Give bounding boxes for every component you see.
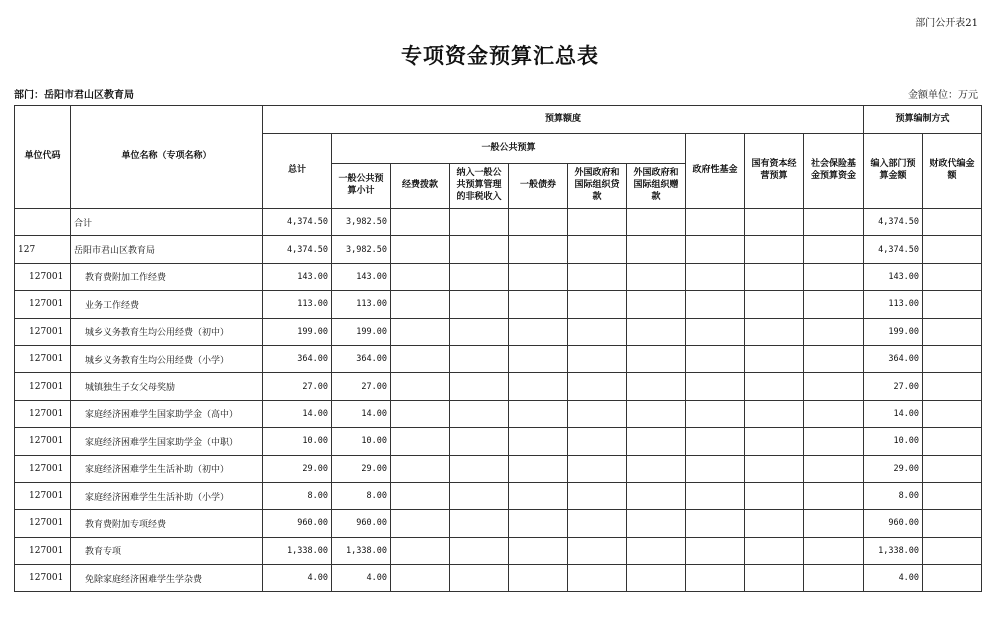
- cell-foreign-loan: [568, 428, 627, 455]
- cell-fiscal-amount: [923, 318, 982, 345]
- cell-name: 教育费附加工作经费: [71, 263, 263, 290]
- cell-name: 教育费附加专项经费: [71, 510, 263, 537]
- cell-name: 家庭经济困难学生国家助学金（高中）: [71, 400, 263, 427]
- cell-gov-fund: [686, 482, 745, 509]
- cell-total: 4,374.50: [263, 209, 332, 236]
- header-foreign-loan: 外国政府和国际组织贷款: [568, 164, 627, 209]
- cell-total: 4.00: [263, 565, 332, 592]
- cell-nontax: [450, 236, 509, 263]
- cell-funding: [391, 455, 450, 482]
- cell-funding: [391, 345, 450, 372]
- cell-total: 960.00: [263, 510, 332, 537]
- cell-dept-amount: 113.00: [864, 291, 923, 318]
- cell-total: 8.00: [263, 482, 332, 509]
- cell-general-subtotal: 8.00: [332, 482, 391, 509]
- cell-foreign-grant: [627, 400, 686, 427]
- cell-gov-fund: [686, 209, 745, 236]
- cell-foreign-grant: [627, 263, 686, 290]
- cell-foreign-grant: [627, 209, 686, 236]
- cell-general-subtotal: 14.00: [332, 400, 391, 427]
- table-row: [15, 345, 982, 372]
- cell-total: 27.00: [263, 373, 332, 400]
- cell-code: 127001: [15, 373, 71, 400]
- cell-nontax: [450, 291, 509, 318]
- cell-general-subtotal: 27.00: [332, 373, 391, 400]
- cell-name: 城乡义务教育生均公用经费（小学）: [71, 345, 263, 372]
- table-row: [15, 455, 982, 482]
- cell-funding: [391, 373, 450, 400]
- page-title: 专项资金预算汇总表: [401, 43, 599, 68]
- cell-funding: [391, 400, 450, 427]
- cell-name: 教育专项: [71, 537, 263, 564]
- cell-dept-amount: 27.00: [864, 373, 923, 400]
- budget-table: [14, 105, 982, 592]
- cell-foreign-grant: [627, 455, 686, 482]
- cell-foreign-grant: [627, 236, 686, 263]
- cell-state-capital: [745, 345, 804, 372]
- cell-code: 127001: [15, 510, 71, 537]
- cell-dept-amount: 199.00: [864, 318, 923, 345]
- cell-funding: [391, 428, 450, 455]
- cell-dept-amount: 14.00: [864, 400, 923, 427]
- cell-state-capital: [745, 373, 804, 400]
- cell-code: 127001: [15, 263, 71, 290]
- cell-dept-amount: 4,374.50: [864, 236, 923, 263]
- cell-bonds: [509, 455, 568, 482]
- cell-fiscal-amount: [923, 400, 982, 427]
- header-general-subtotal: 一般公共预算小计: [332, 164, 391, 209]
- cell-bonds: [509, 209, 568, 236]
- cell-foreign-grant: [627, 428, 686, 455]
- cell-bonds: [509, 400, 568, 427]
- cell-social-insurance: [804, 482, 864, 509]
- cell-dept-amount: 1,338.00: [864, 537, 923, 564]
- cell-nontax: [450, 373, 509, 400]
- cell-general-subtotal: 1,338.00: [332, 537, 391, 564]
- cell-social-insurance: [804, 400, 864, 427]
- cell-code: 127: [15, 236, 71, 263]
- cell-general-subtotal: 143.00: [332, 263, 391, 290]
- cell-gov-fund: [686, 236, 745, 263]
- cell-foreign-loan: [568, 400, 627, 427]
- cell-fiscal-amount: [923, 291, 982, 318]
- cell-state-capital: [745, 263, 804, 290]
- cell-code: 127001: [15, 428, 71, 455]
- cell-social-insurance: [804, 263, 864, 290]
- cell-fiscal-amount: [923, 345, 982, 372]
- cell-code: [15, 209, 71, 236]
- cell-bonds: [509, 263, 568, 290]
- cell-social-insurance: [804, 373, 864, 400]
- cell-dept-amount: 960.00: [864, 510, 923, 537]
- cell-total: 29.00: [263, 455, 332, 482]
- cell-bonds: [509, 345, 568, 372]
- header-gov-fund: 政府性基金: [686, 134, 745, 209]
- table-row: [15, 263, 982, 290]
- cell-code: 127001: [15, 565, 71, 592]
- cell-code: 127001: [15, 455, 71, 482]
- cell-funding: [391, 537, 450, 564]
- cell-name: 家庭经济困难学生国家助学金（中职）: [71, 428, 263, 455]
- cell-state-capital: [745, 209, 804, 236]
- cell-nontax: [450, 428, 509, 455]
- cell-nontax: [450, 345, 509, 372]
- cell-foreign-grant: [627, 373, 686, 400]
- cell-total: 143.00: [263, 263, 332, 290]
- cell-gov-fund: [686, 345, 745, 372]
- cell-code: 127001: [15, 400, 71, 427]
- cell-total: 1,338.00: [263, 537, 332, 564]
- cell-general-subtotal: 364.00: [332, 345, 391, 372]
- cell-foreign-loan: [568, 373, 627, 400]
- cell-fiscal-amount: [923, 510, 982, 537]
- cell-code: 127001: [15, 318, 71, 345]
- cell-foreign-loan: [568, 345, 627, 372]
- cell-bonds: [509, 236, 568, 263]
- cell-general-subtotal: 29.00: [332, 455, 391, 482]
- table-row: [15, 291, 982, 318]
- cell-funding: [391, 510, 450, 537]
- cell-state-capital: [745, 565, 804, 592]
- cell-foreign-grant: [627, 537, 686, 564]
- cell-dept-amount: 10.00: [864, 428, 923, 455]
- cell-total: 14.00: [263, 400, 332, 427]
- cell-total: 4,374.50: [263, 236, 332, 263]
- cell-state-capital: [745, 482, 804, 509]
- cell-state-capital: [745, 291, 804, 318]
- cell-social-insurance: [804, 510, 864, 537]
- cell-foreign-grant: [627, 510, 686, 537]
- cell-dept-amount: 8.00: [864, 482, 923, 509]
- cell-bonds: [509, 482, 568, 509]
- cell-foreign-loan: [568, 236, 627, 263]
- cell-social-insurance: [804, 537, 864, 564]
- cell-funding: [391, 482, 450, 509]
- cell-funding: [391, 291, 450, 318]
- header-method: 预算编制方式: [864, 106, 982, 134]
- cell-bonds: [509, 428, 568, 455]
- cell-fiscal-amount: [923, 263, 982, 290]
- cell-total: 199.00: [263, 318, 332, 345]
- cell-foreign-grant: [627, 565, 686, 592]
- header-name: 单位名称（专项名称）: [71, 106, 263, 209]
- cell-gov-fund: [686, 537, 745, 564]
- cell-state-capital: [745, 318, 804, 345]
- cell-gov-fund: [686, 291, 745, 318]
- cell-foreign-loan: [568, 291, 627, 318]
- cell-general-subtotal: 3,982.50: [332, 209, 391, 236]
- header-bonds: 一般债券: [509, 164, 568, 209]
- cell-social-insurance: [804, 318, 864, 345]
- header-dept-amount: 编入部门预算金额: [864, 134, 923, 209]
- cell-fiscal-amount: [923, 455, 982, 482]
- cell-fiscal-amount: [923, 236, 982, 263]
- cell-foreign-loan: [568, 318, 627, 345]
- table-row: [15, 373, 982, 400]
- cell-dept-amount: 4,374.50: [864, 209, 923, 236]
- header-funding: 经费拨款: [391, 164, 450, 209]
- cell-name: 家庭经济困难学生生活补助（小学）: [71, 482, 263, 509]
- cell-fiscal-amount: [923, 565, 982, 592]
- cell-state-capital: [745, 510, 804, 537]
- cell-bonds: [509, 565, 568, 592]
- cell-total: 364.00: [263, 345, 332, 372]
- cell-gov-fund: [686, 263, 745, 290]
- cell-gov-fund: [686, 428, 745, 455]
- table-row: [15, 428, 982, 455]
- cell-nontax: [450, 400, 509, 427]
- table-number-label: 部门公开表21: [915, 18, 978, 29]
- cell-foreign-loan: [568, 209, 627, 236]
- cell-funding: [391, 236, 450, 263]
- table-row: [15, 537, 982, 564]
- header-nontax: 纳入一般公共预算管理的非税收入: [450, 164, 509, 209]
- cell-funding: [391, 318, 450, 345]
- table-row: [15, 482, 982, 509]
- cell-general-subtotal: 3,982.50: [332, 236, 391, 263]
- header-fiscal-amount: 财政代编金额: [923, 134, 982, 209]
- cell-fiscal-amount: [923, 373, 982, 400]
- cell-foreign-loan: [568, 510, 627, 537]
- cell-code: 127001: [15, 537, 71, 564]
- cell-gov-fund: [686, 318, 745, 345]
- cell-social-insurance: [804, 565, 864, 592]
- cell-funding: [391, 263, 450, 290]
- cell-code: 127001: [15, 291, 71, 318]
- cell-social-insurance: [804, 291, 864, 318]
- cell-fiscal-amount: [923, 428, 982, 455]
- cell-state-capital: [745, 428, 804, 455]
- table-row: [15, 400, 982, 427]
- cell-gov-fund: [686, 455, 745, 482]
- cell-foreign-loan: [568, 565, 627, 592]
- cell-dept-amount: 29.00: [864, 455, 923, 482]
- cell-nontax: [450, 482, 509, 509]
- cell-name: 业务工作经费: [71, 291, 263, 318]
- cell-state-capital: [745, 400, 804, 427]
- header-code: 单位代码: [15, 106, 71, 209]
- cell-fiscal-amount: [923, 482, 982, 509]
- cell-foreign-loan: [568, 263, 627, 290]
- header-total: 总计: [263, 134, 332, 209]
- cell-foreign-loan: [568, 537, 627, 564]
- table-row: [15, 209, 982, 236]
- cell-name: 岳阳市君山区教育局: [71, 236, 263, 263]
- cell-nontax: [450, 263, 509, 290]
- cell-total: 10.00: [263, 428, 332, 455]
- cell-dept-amount: 4.00: [864, 565, 923, 592]
- cell-funding: [391, 209, 450, 236]
- cell-name: 城镇独生子女父母奖励: [71, 373, 263, 400]
- table-row: [15, 236, 982, 263]
- table-row: [15, 318, 982, 345]
- cell-general-subtotal: 113.00: [332, 291, 391, 318]
- cell-nontax: [450, 318, 509, 345]
- cell-funding: [391, 565, 450, 592]
- cell-name: 免除家庭经济困难学生学杂费: [71, 565, 263, 592]
- unit-label: 金额单位：万元: [908, 90, 978, 101]
- cell-general-subtotal: 4.00: [332, 565, 391, 592]
- cell-nontax: [450, 537, 509, 564]
- header-general: 一般公共预算: [332, 134, 686, 164]
- cell-total: 113.00: [263, 291, 332, 318]
- cell-bonds: [509, 318, 568, 345]
- cell-bonds: [509, 510, 568, 537]
- cell-foreign-loan: [568, 455, 627, 482]
- cell-bonds: [509, 291, 568, 318]
- cell-social-insurance: [804, 236, 864, 263]
- cell-social-insurance: [804, 209, 864, 236]
- cell-general-subtotal: 199.00: [332, 318, 391, 345]
- cell-gov-fund: [686, 400, 745, 427]
- cell-social-insurance: [804, 455, 864, 482]
- cell-code: 127001: [15, 345, 71, 372]
- header-budget-amount: 预算额度: [263, 106, 864, 134]
- department-label: 部门：岳阳市君山区教育局: [14, 90, 134, 101]
- cell-gov-fund: [686, 565, 745, 592]
- cell-foreign-grant: [627, 291, 686, 318]
- cell-state-capital: [745, 537, 804, 564]
- cell-name: 城乡义务教育生均公用经费（初中）: [71, 318, 263, 345]
- cell-bonds: [509, 373, 568, 400]
- cell-fiscal-amount: [923, 209, 982, 236]
- header-social-insurance: 社会保险基金预算资金: [804, 134, 864, 209]
- cell-social-insurance: [804, 345, 864, 372]
- header-foreign-grant: 外国政府和国际组织赠款: [627, 164, 686, 209]
- cell-bonds: [509, 537, 568, 564]
- cell-nontax: [450, 565, 509, 592]
- header-state-capital: 国有资本经营预算: [745, 134, 804, 209]
- cell-foreign-grant: [627, 345, 686, 372]
- cell-nontax: [450, 510, 509, 537]
- cell-nontax: [450, 455, 509, 482]
- cell-fiscal-amount: [923, 537, 982, 564]
- cell-dept-amount: 364.00: [864, 345, 923, 372]
- cell-nontax: [450, 209, 509, 236]
- cell-foreign-grant: [627, 318, 686, 345]
- cell-foreign-grant: [627, 482, 686, 509]
- cell-name: 合计: [71, 209, 263, 236]
- cell-dept-amount: 143.00: [864, 263, 923, 290]
- cell-general-subtotal: 960.00: [332, 510, 391, 537]
- table-row: [15, 565, 982, 592]
- cell-state-capital: [745, 455, 804, 482]
- cell-social-insurance: [804, 428, 864, 455]
- cell-gov-fund: [686, 373, 745, 400]
- cell-code: 127001: [15, 482, 71, 509]
- cell-gov-fund: [686, 510, 745, 537]
- cell-general-subtotal: 10.00: [332, 428, 391, 455]
- table-row: [15, 510, 982, 537]
- cell-name: 家庭经济困难学生生活补助（初中）: [71, 455, 263, 482]
- cell-state-capital: [745, 236, 804, 263]
- cell-foreign-loan: [568, 482, 627, 509]
